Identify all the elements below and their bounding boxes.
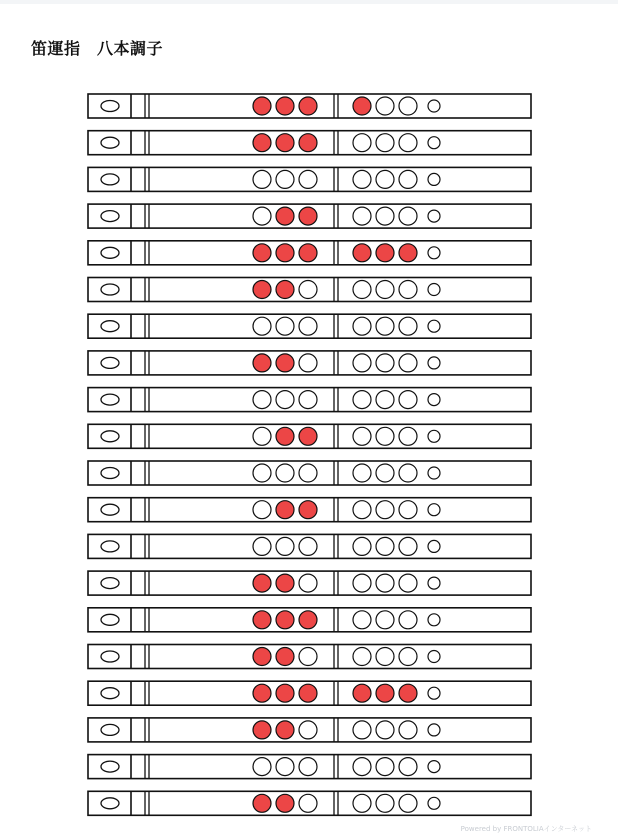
open-hole — [428, 504, 440, 516]
open-hole — [399, 794, 417, 812]
open-hole — [299, 354, 317, 372]
open-hole — [353, 574, 371, 592]
embouchure-hole — [101, 101, 119, 112]
open-hole — [399, 391, 417, 409]
open-hole — [276, 464, 294, 482]
open-hole — [299, 281, 317, 299]
open-hole — [299, 391, 317, 409]
open-hole — [399, 207, 417, 225]
embouchure-hole — [101, 724, 119, 735]
fingering-row — [88, 314, 531, 338]
open-hole — [299, 758, 317, 776]
open-hole — [353, 501, 371, 519]
closed-hole — [276, 134, 294, 152]
fingering-row — [88, 645, 531, 669]
open-hole — [276, 537, 294, 555]
open-hole — [428, 797, 440, 809]
open-hole — [428, 540, 440, 552]
open-hole — [376, 611, 394, 629]
closed-hole — [253, 721, 271, 739]
open-hole — [399, 574, 417, 592]
closed-hole — [299, 134, 317, 152]
open-hole — [299, 721, 317, 739]
open-hole — [299, 648, 317, 666]
embouchure-hole — [101, 394, 119, 405]
closed-hole — [276, 684, 294, 702]
open-hole — [299, 464, 317, 482]
open-hole — [376, 794, 394, 812]
fingering-row — [88, 608, 531, 632]
closed-hole — [276, 244, 294, 262]
open-hole — [376, 758, 394, 776]
closed-hole — [253, 684, 271, 702]
open-hole — [253, 207, 271, 225]
closed-hole — [299, 244, 317, 262]
fingering-row — [88, 388, 531, 412]
open-hole — [353, 427, 371, 445]
embouchure-hole — [101, 578, 119, 589]
embouchure-hole — [101, 798, 119, 809]
embouchure-hole — [101, 284, 119, 295]
closed-hole — [376, 244, 394, 262]
embouchure-hole — [101, 247, 119, 258]
fingering-row — [88, 571, 531, 595]
open-hole — [299, 794, 317, 812]
fingering-row — [88, 278, 531, 302]
open-hole — [253, 391, 271, 409]
open-hole — [253, 758, 271, 776]
open-hole — [376, 170, 394, 188]
embouchure-hole — [101, 468, 119, 479]
embouchure-hole — [101, 614, 119, 625]
closed-hole — [253, 574, 271, 592]
open-hole — [253, 427, 271, 445]
open-hole — [399, 611, 417, 629]
embouchure-hole — [101, 651, 119, 662]
open-hole — [376, 134, 394, 152]
open-hole — [276, 391, 294, 409]
open-hole — [353, 281, 371, 299]
open-hole — [276, 170, 294, 188]
open-hole — [376, 207, 394, 225]
open-hole — [299, 317, 317, 335]
open-hole — [428, 430, 440, 442]
open-hole — [376, 97, 394, 115]
closed-hole — [253, 134, 271, 152]
closed-hole — [253, 281, 271, 299]
closed-hole — [299, 97, 317, 115]
closed-hole — [299, 684, 317, 702]
open-hole — [399, 537, 417, 555]
open-hole — [428, 761, 440, 773]
closed-hole — [299, 207, 317, 225]
fingering-row — [88, 755, 531, 779]
open-hole — [353, 354, 371, 372]
closed-hole — [376, 684, 394, 702]
embouchure-hole — [101, 321, 119, 332]
closed-hole — [276, 354, 294, 372]
closed-hole — [253, 244, 271, 262]
open-hole — [353, 794, 371, 812]
closed-hole — [353, 244, 371, 262]
open-hole — [353, 648, 371, 666]
closed-hole — [353, 97, 371, 115]
closed-hole — [399, 684, 417, 702]
open-hole — [399, 281, 417, 299]
open-hole — [376, 464, 394, 482]
open-hole — [399, 317, 417, 335]
closed-hole — [399, 244, 417, 262]
open-hole — [376, 317, 394, 335]
closed-hole — [253, 794, 271, 812]
open-hole — [428, 357, 440, 369]
closed-hole — [276, 648, 294, 666]
fingering-row — [88, 424, 531, 448]
open-hole — [353, 721, 371, 739]
open-hole — [428, 467, 440, 479]
open-hole — [376, 537, 394, 555]
open-hole — [399, 134, 417, 152]
open-hole — [428, 614, 440, 626]
open-hole — [376, 281, 394, 299]
open-hole — [428, 687, 440, 699]
open-hole — [376, 648, 394, 666]
open-hole — [428, 247, 440, 259]
open-hole — [428, 394, 440, 406]
open-hole — [399, 354, 417, 372]
closed-hole — [253, 354, 271, 372]
fingering-row — [88, 461, 531, 485]
open-hole — [353, 134, 371, 152]
open-hole — [399, 427, 417, 445]
open-hole — [376, 574, 394, 592]
page-title: 笛運指 八本調子 — [31, 39, 164, 58]
closed-hole — [276, 427, 294, 445]
closed-hole — [353, 684, 371, 702]
fingering-row — [88, 241, 531, 265]
open-hole — [253, 317, 271, 335]
fingering-row — [88, 167, 531, 191]
open-hole — [399, 758, 417, 776]
open-hole — [353, 537, 371, 555]
embouchure-hole — [101, 211, 119, 222]
open-hole — [399, 501, 417, 519]
embouchure-hole — [101, 541, 119, 552]
open-hole — [376, 391, 394, 409]
open-hole — [376, 721, 394, 739]
open-hole — [353, 170, 371, 188]
fingering-row — [88, 681, 531, 705]
open-hole — [299, 170, 317, 188]
closed-hole — [276, 611, 294, 629]
closed-hole — [299, 427, 317, 445]
open-hole — [253, 537, 271, 555]
open-hole — [428, 173, 440, 185]
open-hole — [428, 651, 440, 663]
open-hole — [353, 207, 371, 225]
embouchure-hole — [101, 357, 119, 368]
embouchure-hole — [101, 688, 119, 699]
closed-hole — [276, 794, 294, 812]
fingering-row — [88, 131, 531, 155]
open-hole — [353, 611, 371, 629]
open-hole — [428, 284, 440, 296]
fingering-row — [88, 204, 531, 228]
open-hole — [399, 648, 417, 666]
open-hole — [399, 97, 417, 115]
embouchure-hole — [101, 504, 119, 515]
open-hole — [428, 100, 440, 112]
open-hole — [376, 354, 394, 372]
open-hole — [428, 320, 440, 332]
closed-hole — [276, 207, 294, 225]
fingering-row — [88, 791, 531, 815]
open-hole — [399, 721, 417, 739]
powered-by-footer: Powered by FRONTOLIAインターネット — [460, 825, 592, 833]
embouchure-hole — [101, 761, 119, 772]
open-hole — [376, 427, 394, 445]
open-hole — [428, 137, 440, 149]
closed-hole — [253, 611, 271, 629]
closed-hole — [276, 574, 294, 592]
open-hole — [376, 501, 394, 519]
closed-hole — [276, 501, 294, 519]
fingering-row — [88, 534, 531, 558]
open-hole — [276, 758, 294, 776]
closed-hole — [299, 611, 317, 629]
open-hole — [276, 317, 294, 335]
embouchure-hole — [101, 137, 119, 148]
fingering-row — [88, 718, 531, 742]
closed-hole — [276, 281, 294, 299]
open-hole — [428, 724, 440, 736]
open-hole — [353, 391, 371, 409]
closed-hole — [276, 721, 294, 739]
embouchure-hole — [101, 174, 119, 185]
open-hole — [253, 464, 271, 482]
fingering-row — [88, 351, 531, 375]
open-hole — [428, 577, 440, 589]
closed-hole — [299, 501, 317, 519]
open-hole — [428, 210, 440, 222]
open-hole — [299, 574, 317, 592]
open-hole — [399, 464, 417, 482]
open-hole — [353, 317, 371, 335]
embouchure-hole — [101, 431, 119, 442]
fingering-row — [88, 498, 531, 522]
open-hole — [299, 537, 317, 555]
open-hole — [253, 170, 271, 188]
closed-hole — [253, 648, 271, 666]
open-hole — [399, 170, 417, 188]
open-hole — [353, 758, 371, 776]
open-hole — [353, 464, 371, 482]
fingering-row — [88, 94, 531, 118]
closed-hole — [276, 97, 294, 115]
open-hole — [253, 501, 271, 519]
closed-hole — [253, 97, 271, 115]
